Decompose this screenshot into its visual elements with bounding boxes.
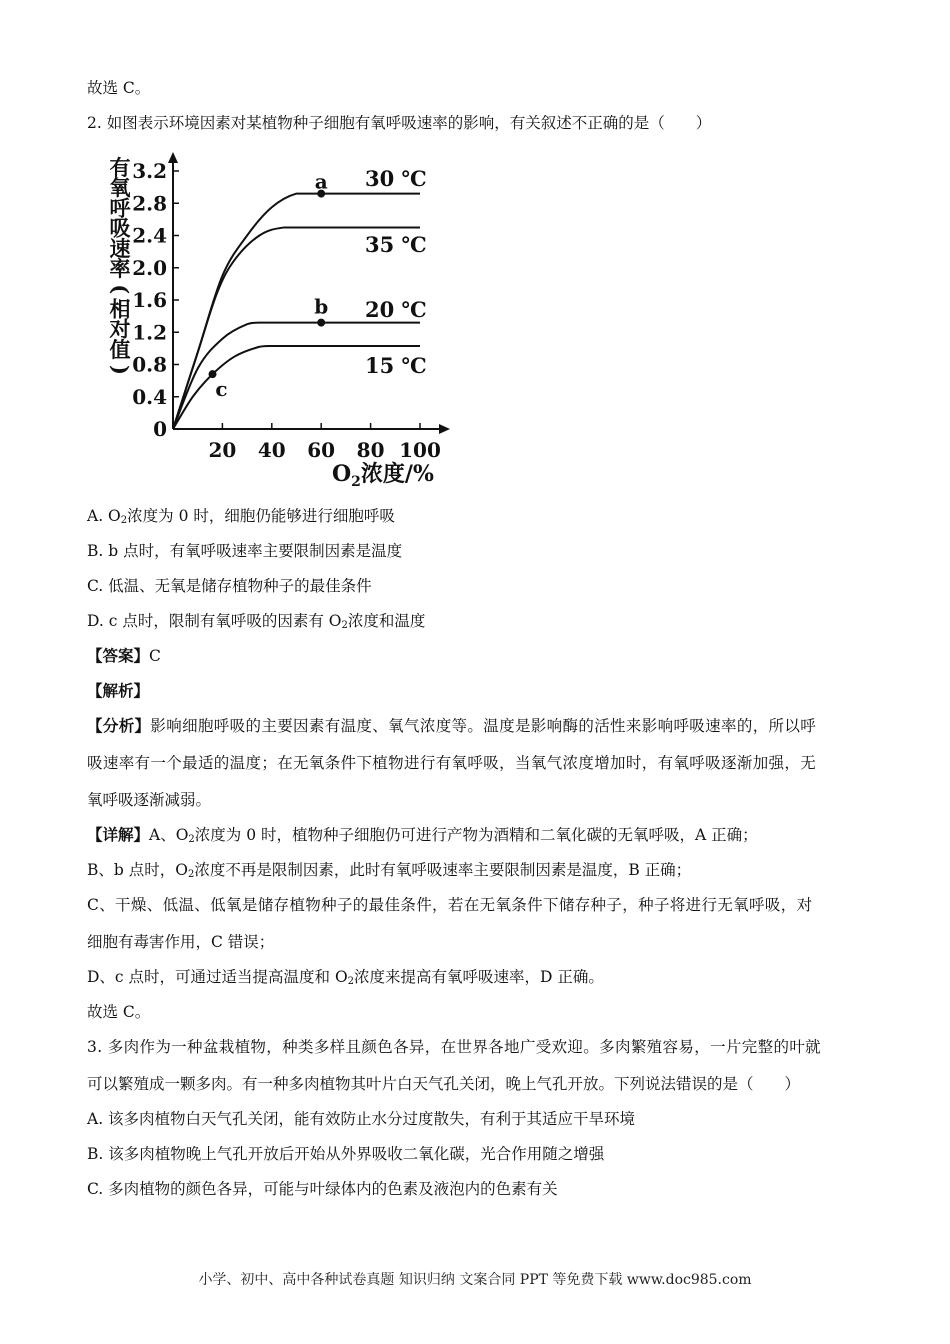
post: 浓度为 0 时，植物种子细胞仍可进行产物为酒精和二氧化碳的无氧呼吸，A 正确； <box>194 826 758 844</box>
x-tick-label: 20 <box>208 438 237 462</box>
text: 故选 C。 <box>87 79 151 97</box>
post: 浓度不再是限制因素，此时有氧呼吸速率主要限制因素是温度，B 正确； <box>194 861 692 879</box>
label: 【解析】 <box>87 681 150 700</box>
text-line <box>87 860 691 885</box>
text-line <box>87 1109 635 1129</box>
text-line <box>87 78 150 98</box>
y-tick-label: 1.2 <box>132 320 167 345</box>
text: 可以繁殖成一颗多肉。有一种多肉植物其叶片白天气孔关闭，晚上气孔开放。下列说法错误的是（ ） <box>87 1075 801 1093</box>
text: A. 该多肉植物白天气孔关闭，能有效防止水分过度散失，有利于其适应干旱环境 <box>87 1110 636 1128</box>
text-line <box>87 825 758 850</box>
y-axis-label-char: 吸 <box>109 215 131 241</box>
series-label: 35 ℃ <box>365 232 427 257</box>
text-line <box>87 576 372 596</box>
y-tick-label: 1.6 <box>132 288 167 312</box>
sub: 2 <box>187 869 195 880</box>
point-label: b <box>314 294 329 319</box>
y-axis-label-char: ( <box>108 284 133 295</box>
pre: D. c 点时，限制有氧呼吸的因素有 O <box>87 612 342 630</box>
y-axis-label-char: 率 <box>109 256 131 281</box>
text: 2. 如图表示环境因素对某植物种子细胞有氧呼吸速率的影响，有关叙述不正确的是（ ） <box>87 114 712 132</box>
text-line <box>87 753 816 773</box>
y-tick-label: 2.4 <box>132 223 167 248</box>
series-label: 20 ℃ <box>365 297 427 322</box>
series-label: 30 ℃ <box>365 166 427 191</box>
y-tick-label: 2.0 <box>132 255 167 280</box>
y-axis-label-char: 相 <box>109 296 131 322</box>
text-line <box>87 1074 800 1094</box>
chart <box>100 148 460 488</box>
y-axis-label-char: ) <box>108 365 133 375</box>
x-tick-label: 60 <box>307 438 336 462</box>
y-tick-label: 0.4 <box>132 384 167 409</box>
text-line <box>87 716 816 736</box>
pre: A、O <box>149 826 189 844</box>
text-line <box>87 932 274 952</box>
point-label: c <box>215 377 228 402</box>
sub: 2 <box>341 620 348 631</box>
text-line <box>87 1037 821 1057</box>
y-tick-label: 0.8 <box>132 352 167 377</box>
y-axis-label-char: 速 <box>109 235 131 261</box>
data-point <box>317 319 325 327</box>
text-line <box>87 506 395 531</box>
text-line <box>87 1144 604 1164</box>
point-label: a <box>314 169 328 194</box>
text-line <box>87 681 149 701</box>
sub: 2 <box>188 834 195 845</box>
label: 【分析】 <box>87 716 151 735</box>
text-line <box>87 113 711 133</box>
pre: A. O <box>87 507 121 525</box>
text: C. 低温、无氧是储存植物种子的最佳条件 <box>87 577 372 595</box>
text-line <box>87 1179 558 1199</box>
text: C. 多肉植物的颜色各异，可能与叶绿体内的色素及液泡内的色素有关 <box>87 1180 558 1198</box>
sub: 2 <box>347 976 355 987</box>
text-line <box>87 790 211 810</box>
y-axis-arrow <box>168 152 178 163</box>
text-line <box>87 611 425 636</box>
post: C <box>149 647 161 665</box>
text-line <box>87 541 402 561</box>
footer: 小学、初中、高中各种试卷真题 知识归纳 文案合同 PPT 等免费下载 www.doc985.com <box>198 1272 752 1288</box>
post: 浓度来提高有氧呼吸速率，D 正确。 <box>354 968 604 986</box>
text-line <box>87 646 161 666</box>
post: 浓度为 0 时，细胞仍能够进行细胞呼吸 <box>127 507 395 525</box>
text: 细胞有毒害作用，C 错误； <box>87 933 275 951</box>
text: B. 该多肉植物晚上气孔开放后开始从外界吸收二氧化碳，光合作用随之增强 <box>87 1145 605 1163</box>
x-tick-label: 80 <box>356 438 385 462</box>
y-axis-label-char: 呼 <box>109 195 131 221</box>
text: 3. 多肉作为一种盆栽植物，种类多样且颜色各异，在世界各地广受欢迎。多肉繁殖容易，一片完整的叶就 <box>87 1038 822 1056</box>
text-line <box>87 1002 150 1022</box>
text: 吸速率有一个最适的温度；在无氧条件下植物进行有氧呼吸，当氧气浓度增加时，有氧呼吸逐渐加强，无 <box>87 754 817 772</box>
x-axis-label-part: O <box>332 461 352 487</box>
label: 【答案】 <box>87 646 150 665</box>
pre: B、b 点时，O <box>87 861 188 879</box>
text-line <box>87 895 812 915</box>
pre: D、c 点时，可通过适当提高温度和 O <box>87 968 348 986</box>
y-axis-label-char: 有 <box>109 155 131 180</box>
text: 故选 C。 <box>87 1003 151 1021</box>
sub: 2 <box>120 515 128 526</box>
text: C、干燥、低温、低氧是储存植物种子的最佳条件，若在无氧条件下储存种子，种子将进行无氧呼吸，对 <box>87 896 813 914</box>
text: B. b 点时，有氧呼吸速率主要限制因素是温度 <box>87 542 403 560</box>
y-tick-label: 3.2 <box>132 159 167 183</box>
series-line <box>173 227 420 429</box>
y-tick-label: 2.8 <box>132 191 167 216</box>
series-label: 15 ℃ <box>365 353 427 378</box>
x-tick-label: 100 <box>399 438 441 462</box>
y-axis-label-char: 值 <box>109 336 131 362</box>
x-axis-arrow <box>439 424 450 434</box>
text-line <box>87 967 604 992</box>
x-axis-label-part: 2 <box>351 474 361 488</box>
x-tick-label: 40 <box>257 438 286 462</box>
post: 浓度和温度 <box>347 612 426 630</box>
x-axis-label-part: 浓度/% <box>360 461 434 487</box>
x-axis-label <box>332 461 434 488</box>
y-tick-label: 0 <box>153 417 167 441</box>
y-axis-label-char: 对 <box>109 316 131 342</box>
post: 影响细胞呼吸的主要因素有温度、氧气浓度等。温度是影响酶的活性来影响呼吸速率的，所以呼 <box>150 717 817 735</box>
y-axis-label-char: 氧 <box>109 175 131 201</box>
label: 【详解】 <box>87 825 150 844</box>
text: 氧呼吸逐渐减弱。 <box>87 791 212 809</box>
